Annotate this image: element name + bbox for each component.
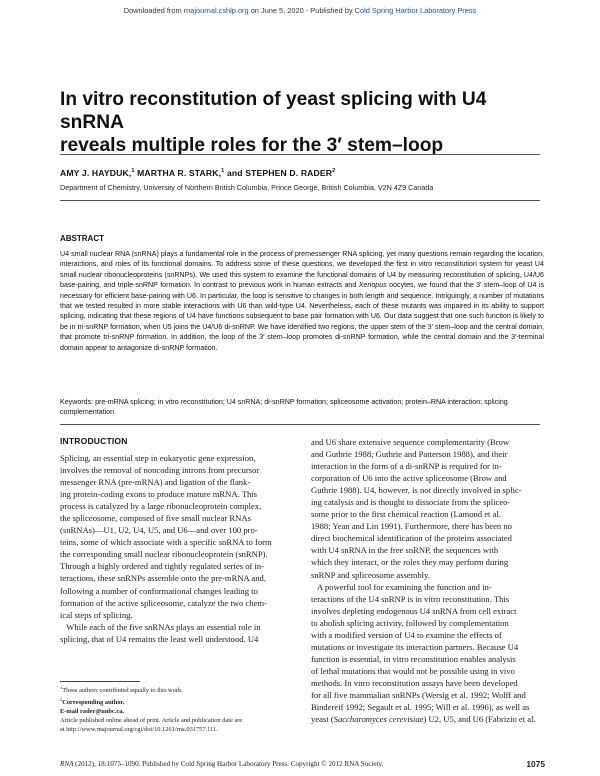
text-line: interaction in the form of a di-snRNP is required for in- xyxy=(311,461,502,472)
journal-name: RNA xyxy=(60,760,74,768)
page-footer xyxy=(60,760,545,768)
author-1: AMY J. HAYDUK, xyxy=(60,168,132,178)
abstract-part-1: U4 small nuclear RNA (snRNA) plays a fundamental role in the process of premessenger RNA splicing, yet many questions remain regarding the location, interactions, and roles of its functional domains. To address some of these questions, we developed the first in vitro reconstitution system for yeast U4 small nuclear ribonucleoproteins (snRNPs). We used this system to examine the functional domains of U4 by measuring reconstitution of splicing, U4/U6 base-pairing, and triple-snRNP formation. In contrast to previous work in human extracts and xyxy=(60,250,544,290)
text-line: which they interact, or the roles they may perform during xyxy=(311,557,509,568)
text-line: and Guthrie 1988; Guthrie and Patterson 1988), and their xyxy=(311,449,508,460)
author-2: MARTHA R. STARK, xyxy=(137,168,222,178)
banner-prefix: Downloaded from xyxy=(123,6,184,15)
footnote-corresponding: Corresponding author. xyxy=(62,699,125,707)
footnote-email: E-mail rader@unbc.ca. xyxy=(60,708,124,716)
text-line: While each of the five snRNAs plays an essential role in xyxy=(60,621,261,632)
footnote-mark: 2 xyxy=(60,697,63,703)
text-line: A powerful tool for examining the function and in- xyxy=(311,581,492,592)
text-line: involves depleting endogenous U4 snRNA from cell extract xyxy=(311,605,517,616)
abstract-species: Xenopus xyxy=(358,281,387,290)
footnotes xyxy=(60,684,292,735)
text-line: to abolish splicing activity, followed by complementation xyxy=(311,617,509,628)
text-line: Guthrie 1988). U4, however, is not directly involved in splic- xyxy=(311,485,522,496)
text-line: ical steps of splicing. xyxy=(60,609,133,620)
text-line: and U6 share extensive sequence complementarity (Brow xyxy=(311,437,510,447)
publisher-link[interactable]: Cold Spring Harbor Laboratory Press xyxy=(354,6,477,15)
text-line: ing catalysis and is thought to dissociate from the spliceo- xyxy=(311,497,511,508)
text-line: splicing, that of U4 remains the least well understood. U4 xyxy=(60,633,259,644)
title-line-1: In vitro reconstitution of yeast splicing with U4 snRNA xyxy=(60,89,487,133)
text-line: methods. In vitro reconstitution assays have been developed xyxy=(311,677,518,688)
text-line: following a number of conformational changes leading to xyxy=(60,585,258,596)
text-line: (snRNAs)—U1, U2, U4, U5, and U6—and over 100 pro- xyxy=(60,525,258,536)
text-fragment: yeast ( xyxy=(311,714,334,725)
footnote-equal-contribution: These authors contributed equally to this work. xyxy=(62,687,183,695)
author-1-mark: 1 xyxy=(131,168,135,175)
author-conjunction: and xyxy=(226,168,243,178)
text-line: teractions, these snRNPs assemble onto the pre-mRNA and, xyxy=(60,573,266,584)
journal-site-link[interactable]: rnajournal.cshlp.org xyxy=(183,6,249,15)
text-line: teins, some of which associate with a specific snRNA to form xyxy=(60,537,272,548)
text-line: Bindereif 1992; Segault et al. 1995; Will et al. 1996), as well as xyxy=(311,702,530,713)
text-line: some prior to the first chemical reaction (Lamond et al. xyxy=(311,509,501,520)
text-line: direct biochemical identification of the proteins associated xyxy=(311,533,512,544)
right-column xyxy=(311,436,545,725)
footnote-doi[interactable]: at http://www.rnajournal.org/cgi/doi/10.1261/rna.031757.111. xyxy=(60,725,218,733)
citation: (2012), 18:1075–1090. Published by Cold Spring Harbor Laboratory Press. Copyright © 2012 RNA Society. xyxy=(73,760,384,768)
text-line: function is essential, in vitro reconstitution enables analysis xyxy=(311,653,516,664)
left-column xyxy=(60,452,290,645)
text-line: snRNP and spliceosome assembly. xyxy=(311,569,430,580)
text-line: messenger RNA (pre-mRNA) and ligation of the flank- xyxy=(60,477,251,488)
title-line-2: reveals multiple roles for the 3′ stem–loop xyxy=(60,135,444,156)
text-line: formation of the active spliceosome, catalyze the two chem- xyxy=(60,597,267,608)
page-number: 1075 xyxy=(526,759,545,769)
title-divider xyxy=(60,154,540,155)
author-3-mark: 2 xyxy=(332,168,336,175)
affiliation: Department of Chemistry, University of Northern British Columbia, Prince George, British Columbia, V2N 4Z9 Canada xyxy=(60,183,434,192)
text-line: Through a highly ordered and tightly regulated series of in- xyxy=(60,561,265,572)
text-line xyxy=(311,713,545,725)
text-line: the corresponding small nuclear ribonucleoprotein (snRNP). xyxy=(60,549,268,560)
abstract-part-2: oocytes, we found that the 3′ stem–loop of U4 is necessary for efficient base-pairing with U6. In particular, the loop is sensitive to changes in both length and sequence. Intriguingly, a number of mutations that we tested resulted in more stable interactions with U6 than wild-type U4. Nevertheless, each of these mutants was impaired in its ability to support splicing, indicating that these regions of U4 have functions subsequent to base pair formation with U6. Our data suggest that one such function is likely to be in tri-snRNP formation, when U5 joins the U4/U6 di-snRNP. We have identified two regions, the upper stem of the 3′ stem–loop and the central domain, that promote tri-snRNP formation. In addition, the loop of the 3′ stem–loop promotes di-snRNP formation, while the central domain and the 3′-terminal domain appear to antagonize di-snRNP formation. xyxy=(60,281,544,352)
text-line: teractions of the U4 snRNP is in vitro reconstitution. This xyxy=(311,593,510,604)
abstract-heading: ABSTRACT xyxy=(60,234,104,243)
download-banner xyxy=(0,6,600,15)
text-line: process is catalyzed by a large ribonucleoprotein complex, xyxy=(60,501,262,512)
text-line: the spliceosome, composed of five small nuclear RNAs xyxy=(60,513,251,524)
text-line: involves the removal of noncoding introns from precursor xyxy=(60,465,260,476)
footnote-rule xyxy=(60,681,140,682)
text-line: ing protein-coding exons to produce mature mRNA. This xyxy=(60,489,257,500)
keywords: Keywords: pre-mRNA splicing; in vitro reconstitution; U4 snRNA; di-snRNP formation; spliceosome activation; protein–RNA interaction; splicing complementation xyxy=(60,398,508,417)
abstract-text xyxy=(60,249,544,353)
text-line: mutations or investigate its interaction partners. Because U4 xyxy=(311,641,519,652)
authors-divider xyxy=(60,200,540,201)
abstract-divider xyxy=(60,424,540,425)
text-line: for all five mammalian snRNPs (Wersig et al. 1992; Wolff and xyxy=(311,689,526,700)
text-fragment: ) U2, U5, and U6 (Fabrizio et al. xyxy=(423,714,536,725)
species-name: Saccharomyces cerevisiae xyxy=(333,714,424,725)
text-line: of lethal mutations that would not be possible using in vivo xyxy=(311,665,515,676)
footnote-publication: Article published online ahead of print. Article and publication date are xyxy=(60,716,243,724)
text-line: Splicing, an essential step in eukaryotic gene expression, xyxy=(60,453,256,463)
author-list xyxy=(60,168,335,178)
author-2-mark: 1 xyxy=(221,168,225,175)
text-line: with U4 snRNA in the free snRNP, the sequences with xyxy=(311,545,499,556)
text-line: with a modified version of U4 to examine the effects of xyxy=(311,629,502,640)
banner-middle: on June 5, 2020 - Published by xyxy=(248,6,355,15)
text-line: corporation of U6 into the active spliceosome (Brow and xyxy=(311,473,507,484)
author-3: STEPHEN D. RADER xyxy=(245,168,333,178)
article-title xyxy=(60,88,520,157)
text-line: 1988; Yean and Lin 1991). Furthermore, there has been no xyxy=(311,521,512,532)
footnote-mark: 1 xyxy=(60,685,63,690)
introduction-heading: INTRODUCTION xyxy=(60,436,128,446)
